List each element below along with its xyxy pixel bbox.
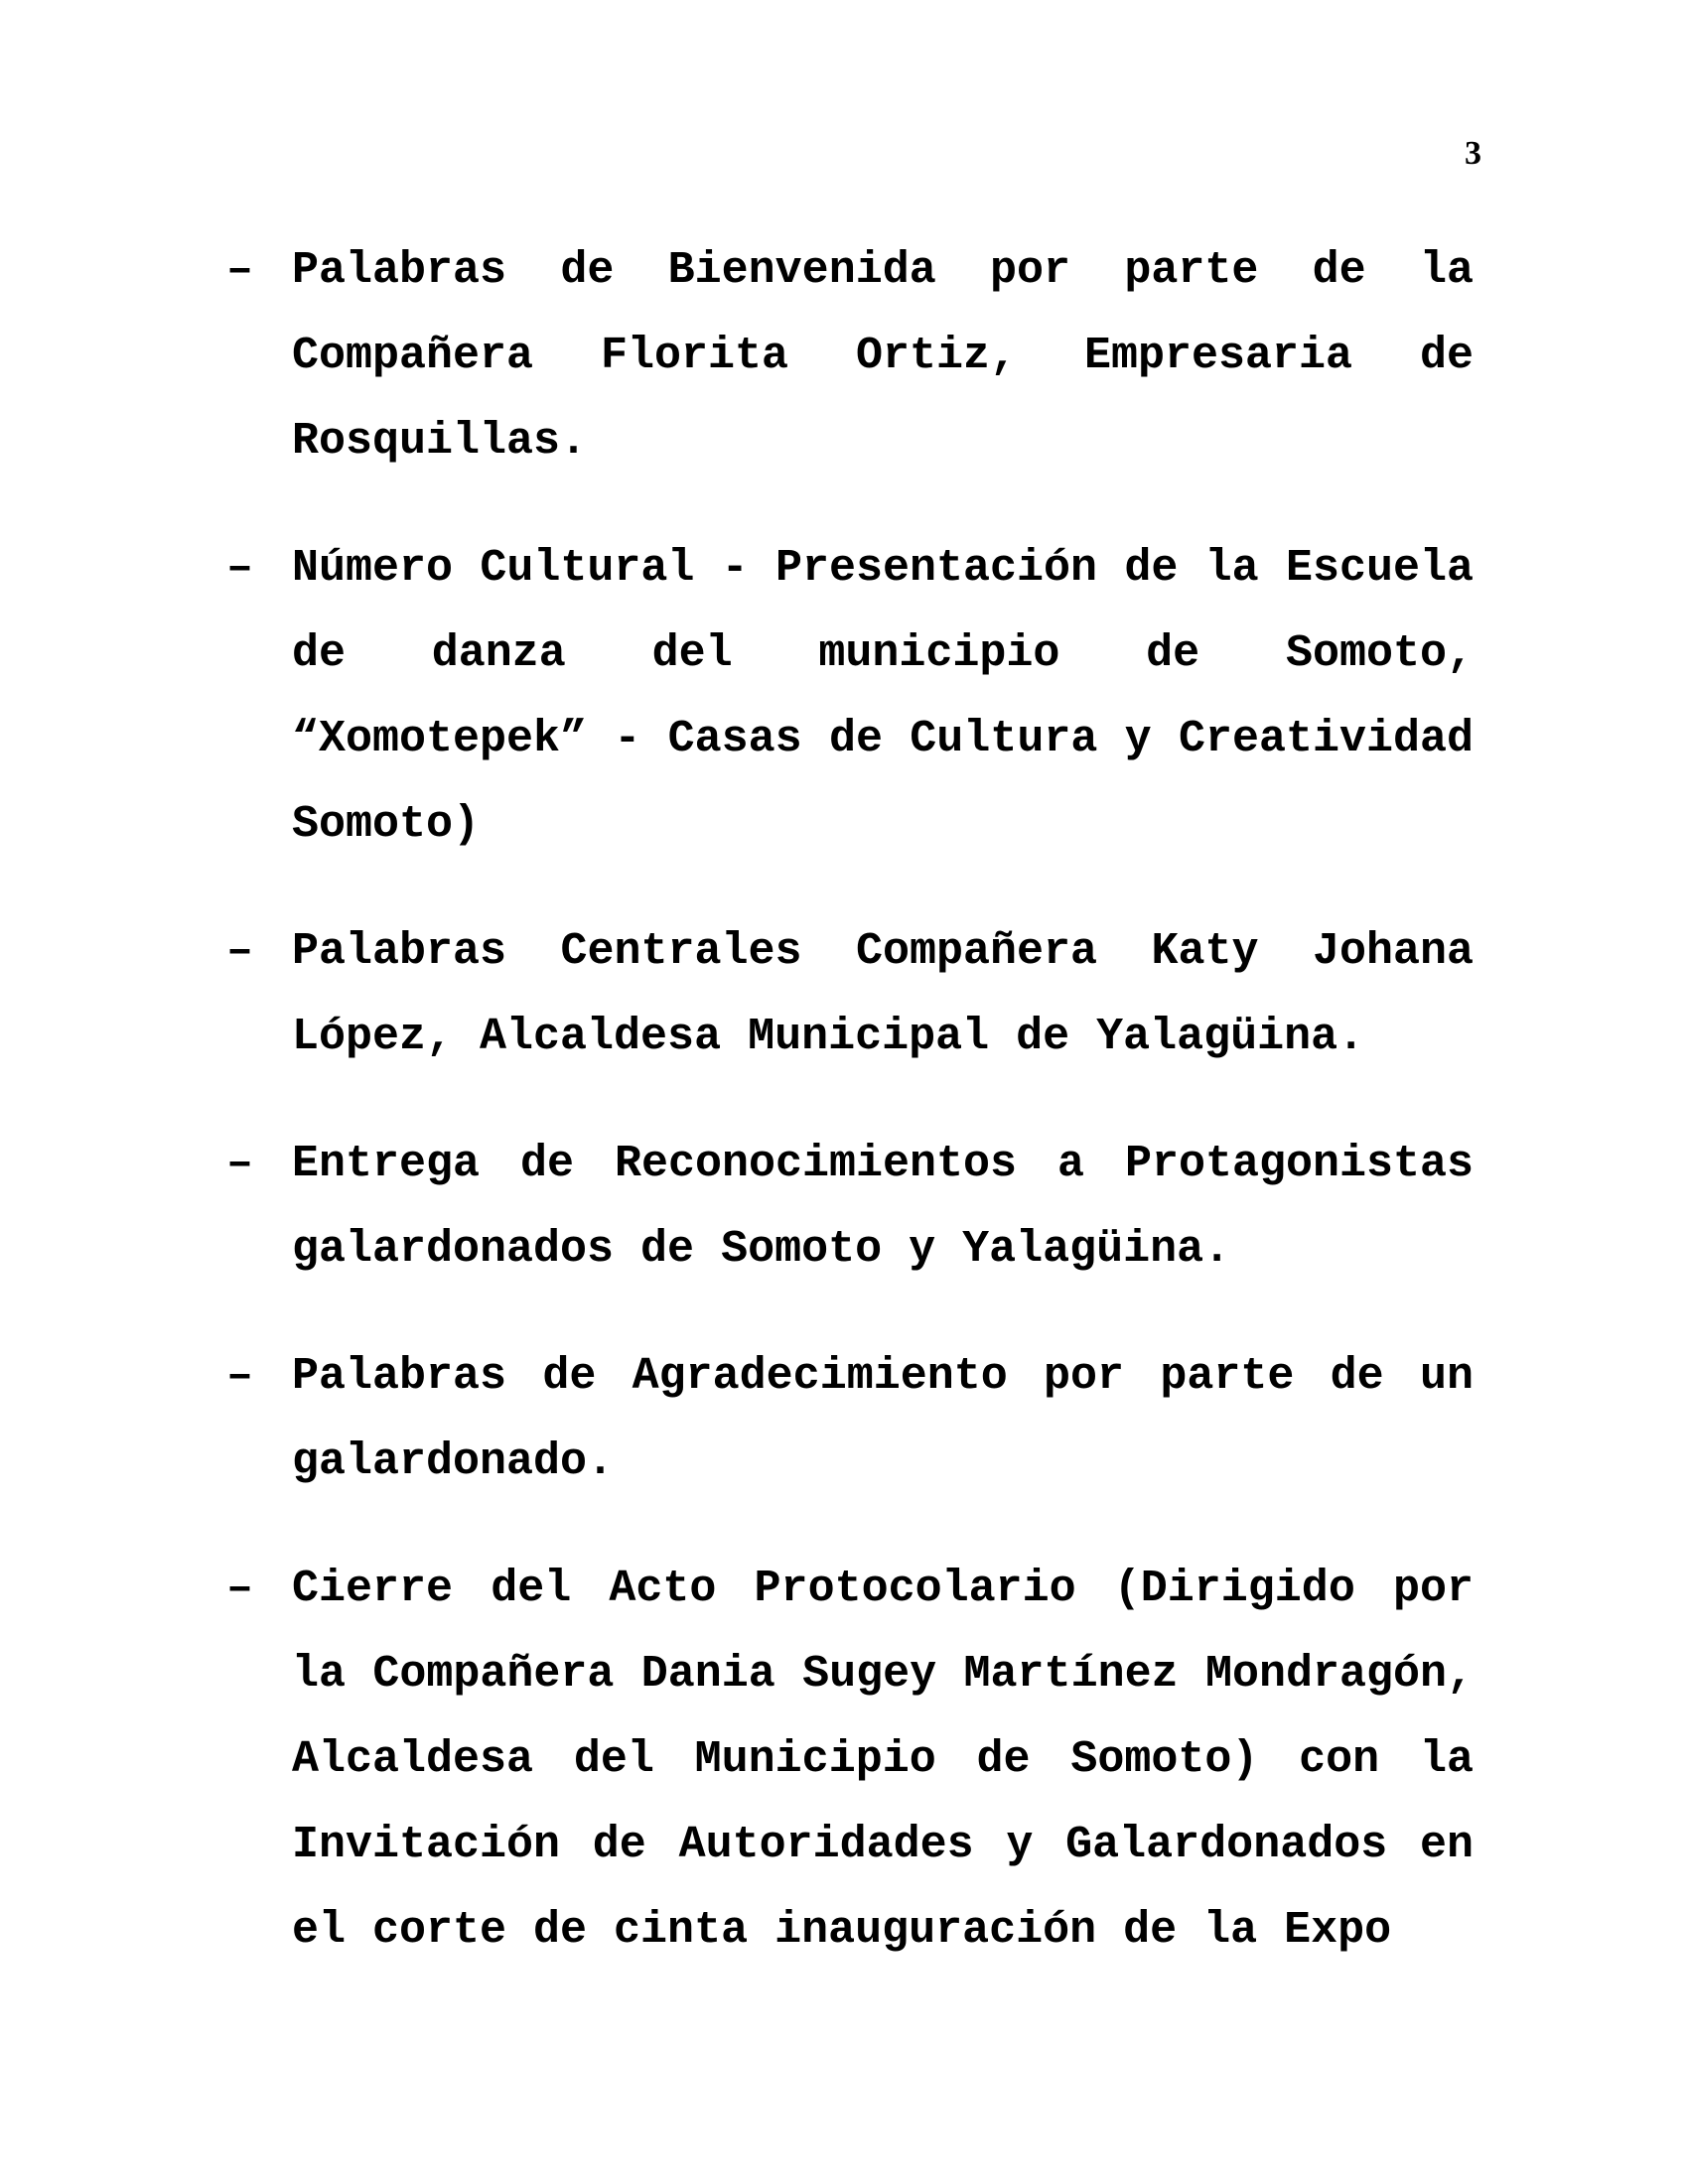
agenda-item-closing: [226, 1547, 1474, 1974]
dash-bullet: –: [226, 926, 254, 977]
agenda-item-text: Cierre del Acto Protocolario (Dirigido por la Compañera Dania Sugey Martínez Mondragón, Alcaldesa del Municipio de Somoto) con la Invitación de Autoridades y Galardonados en el corte de cinta inauguración de la Expo: [292, 1564, 1474, 1956]
dash-bullet: –: [226, 1139, 254, 1189]
agenda-item-central-speech: [226, 909, 1474, 1080]
agenda-list: [226, 228, 1474, 2015]
agenda-item-cultural-number: [226, 526, 1474, 868]
page-number: 3: [1465, 135, 1481, 172]
dash-bullet: –: [226, 1564, 254, 1614]
agenda-item-text: Palabras de Bienvenida por parte de la Compañera Florita Ortiz, Empresaria de Rosquillas.: [292, 245, 1474, 467]
agenda-item-thanks: [226, 1334, 1474, 1505]
agenda-item-text: Palabras de Agradecimiento por parte de un galardonado.: [292, 1351, 1474, 1487]
dash-bullet: –: [226, 1351, 254, 1402]
agenda-item-recognitions: [226, 1122, 1474, 1293]
dash-bullet: –: [226, 245, 254, 296]
agenda-item-text: Número Cultural - Presentación de la Escuela de danza del municipio de Somoto, “Xomotepek” - Casas de Cultura y Creatividad Somoto): [292, 543, 1474, 850]
agenda-item-welcome: [226, 228, 1474, 484]
agenda-item-text: Entrega de Reconocimientos a Protagonistas galardonados de Somoto y Yalagüina.: [292, 1139, 1474, 1275]
dash-bullet: –: [226, 543, 254, 594]
agenda-item-text: Palabras Centrales Compañera Katy Johana López, Alcaldesa Municipal de Yalagüina.: [292, 926, 1474, 1062]
